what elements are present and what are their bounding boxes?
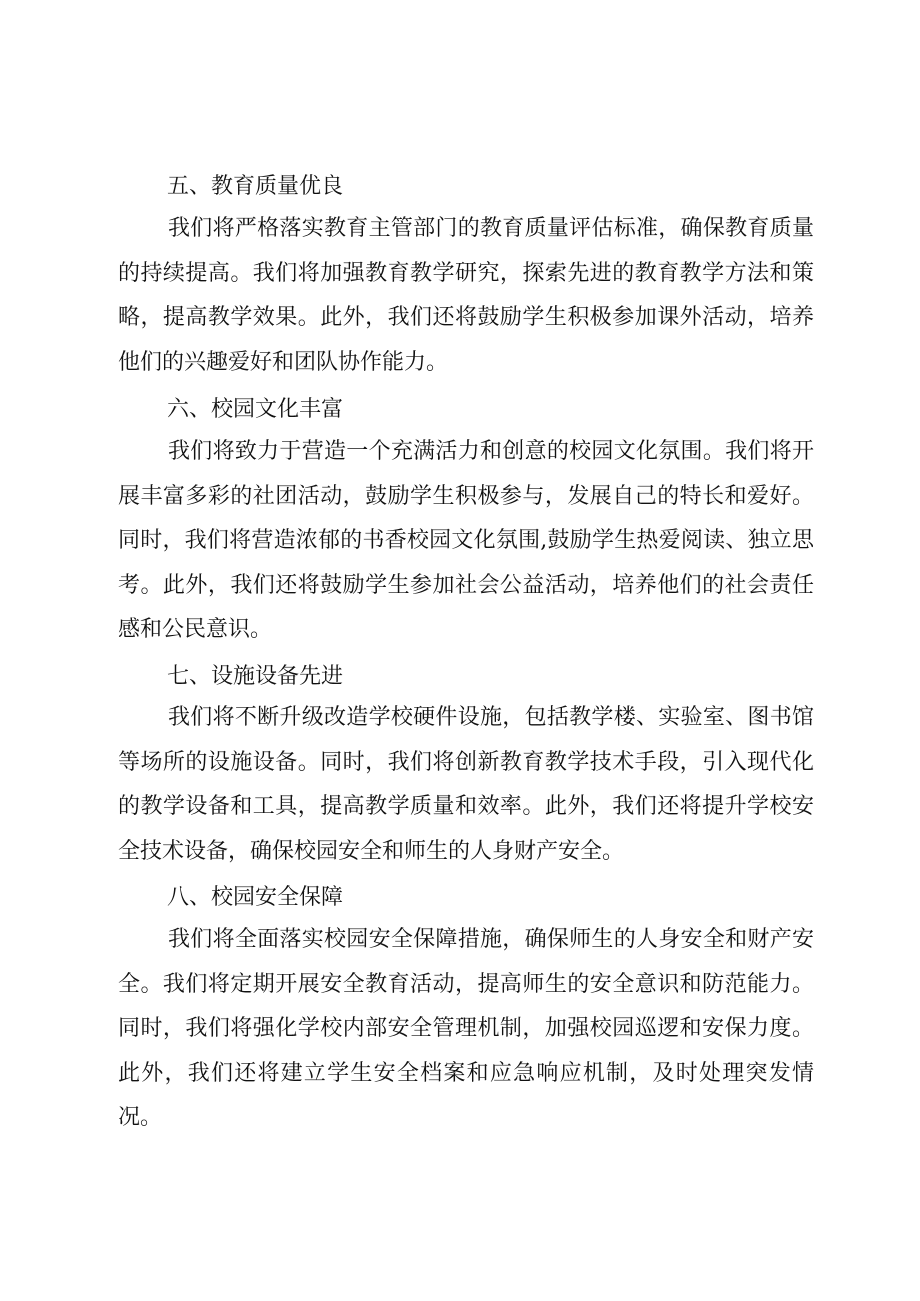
section-paragraph-6: 我们将致力于营造一个充满活力和创意的校园文化氛围。我们将开展丰富多彩的社团活动，鼓励学生积极参与，发展自己的特长和爱好。同时，我们将营造浓郁的书香校园文化氛围,鼓励学生热爱阅读、独立思考。此外，我们还将鼓励学生参加社会公益活动，培养他们的社会责任感和公民意识。 [118,439,814,642]
section-heading-6: 六、校园文化丰富 [167,397,344,422]
section-heading-5: 五、教育质量优良 [167,174,344,199]
section-paragraph-7: 我们将不断升级改造学校硬件设施，包括教学楼、实验室、图书馆等场所的设施设备。同时，我们将创新教育教学技术手段，引入现代化的教学设备和工具，提高教学质量和效率。此外，我们还将提升学校安全技术设备，确保校园安全和师生的人身财产安全。 [118,705,814,864]
section-heading-7: 七、设施设备先进 [167,664,344,689]
section-paragraph-8: 我们将全面落实校园安全保障措施，确保师生的人身安全和财产安全。我们将定期开展安全教育活动，提高师生的安全意识和防范能力。同时，我们将强化学校内部安全管理机制，加强校园巡逻和安保力度。此外，我们还将建立学生安全档案和应急响应机制，及时处理突发情况。 [118,927,814,1130]
section-heading-8: 八、校园安全保障 [167,885,344,910]
section-paragraph-5: 我们将严格落实教育主管部门的教育质量评估标准，确保教育质量的持续提高。我们将加强教育教学研究，探索先进的教育教学方法和策略，提高教学效果。此外，我们还将鼓励学生积极参加课外活动，培养他们的兴趣爱好和团队协作能力。 [118,216,814,375]
